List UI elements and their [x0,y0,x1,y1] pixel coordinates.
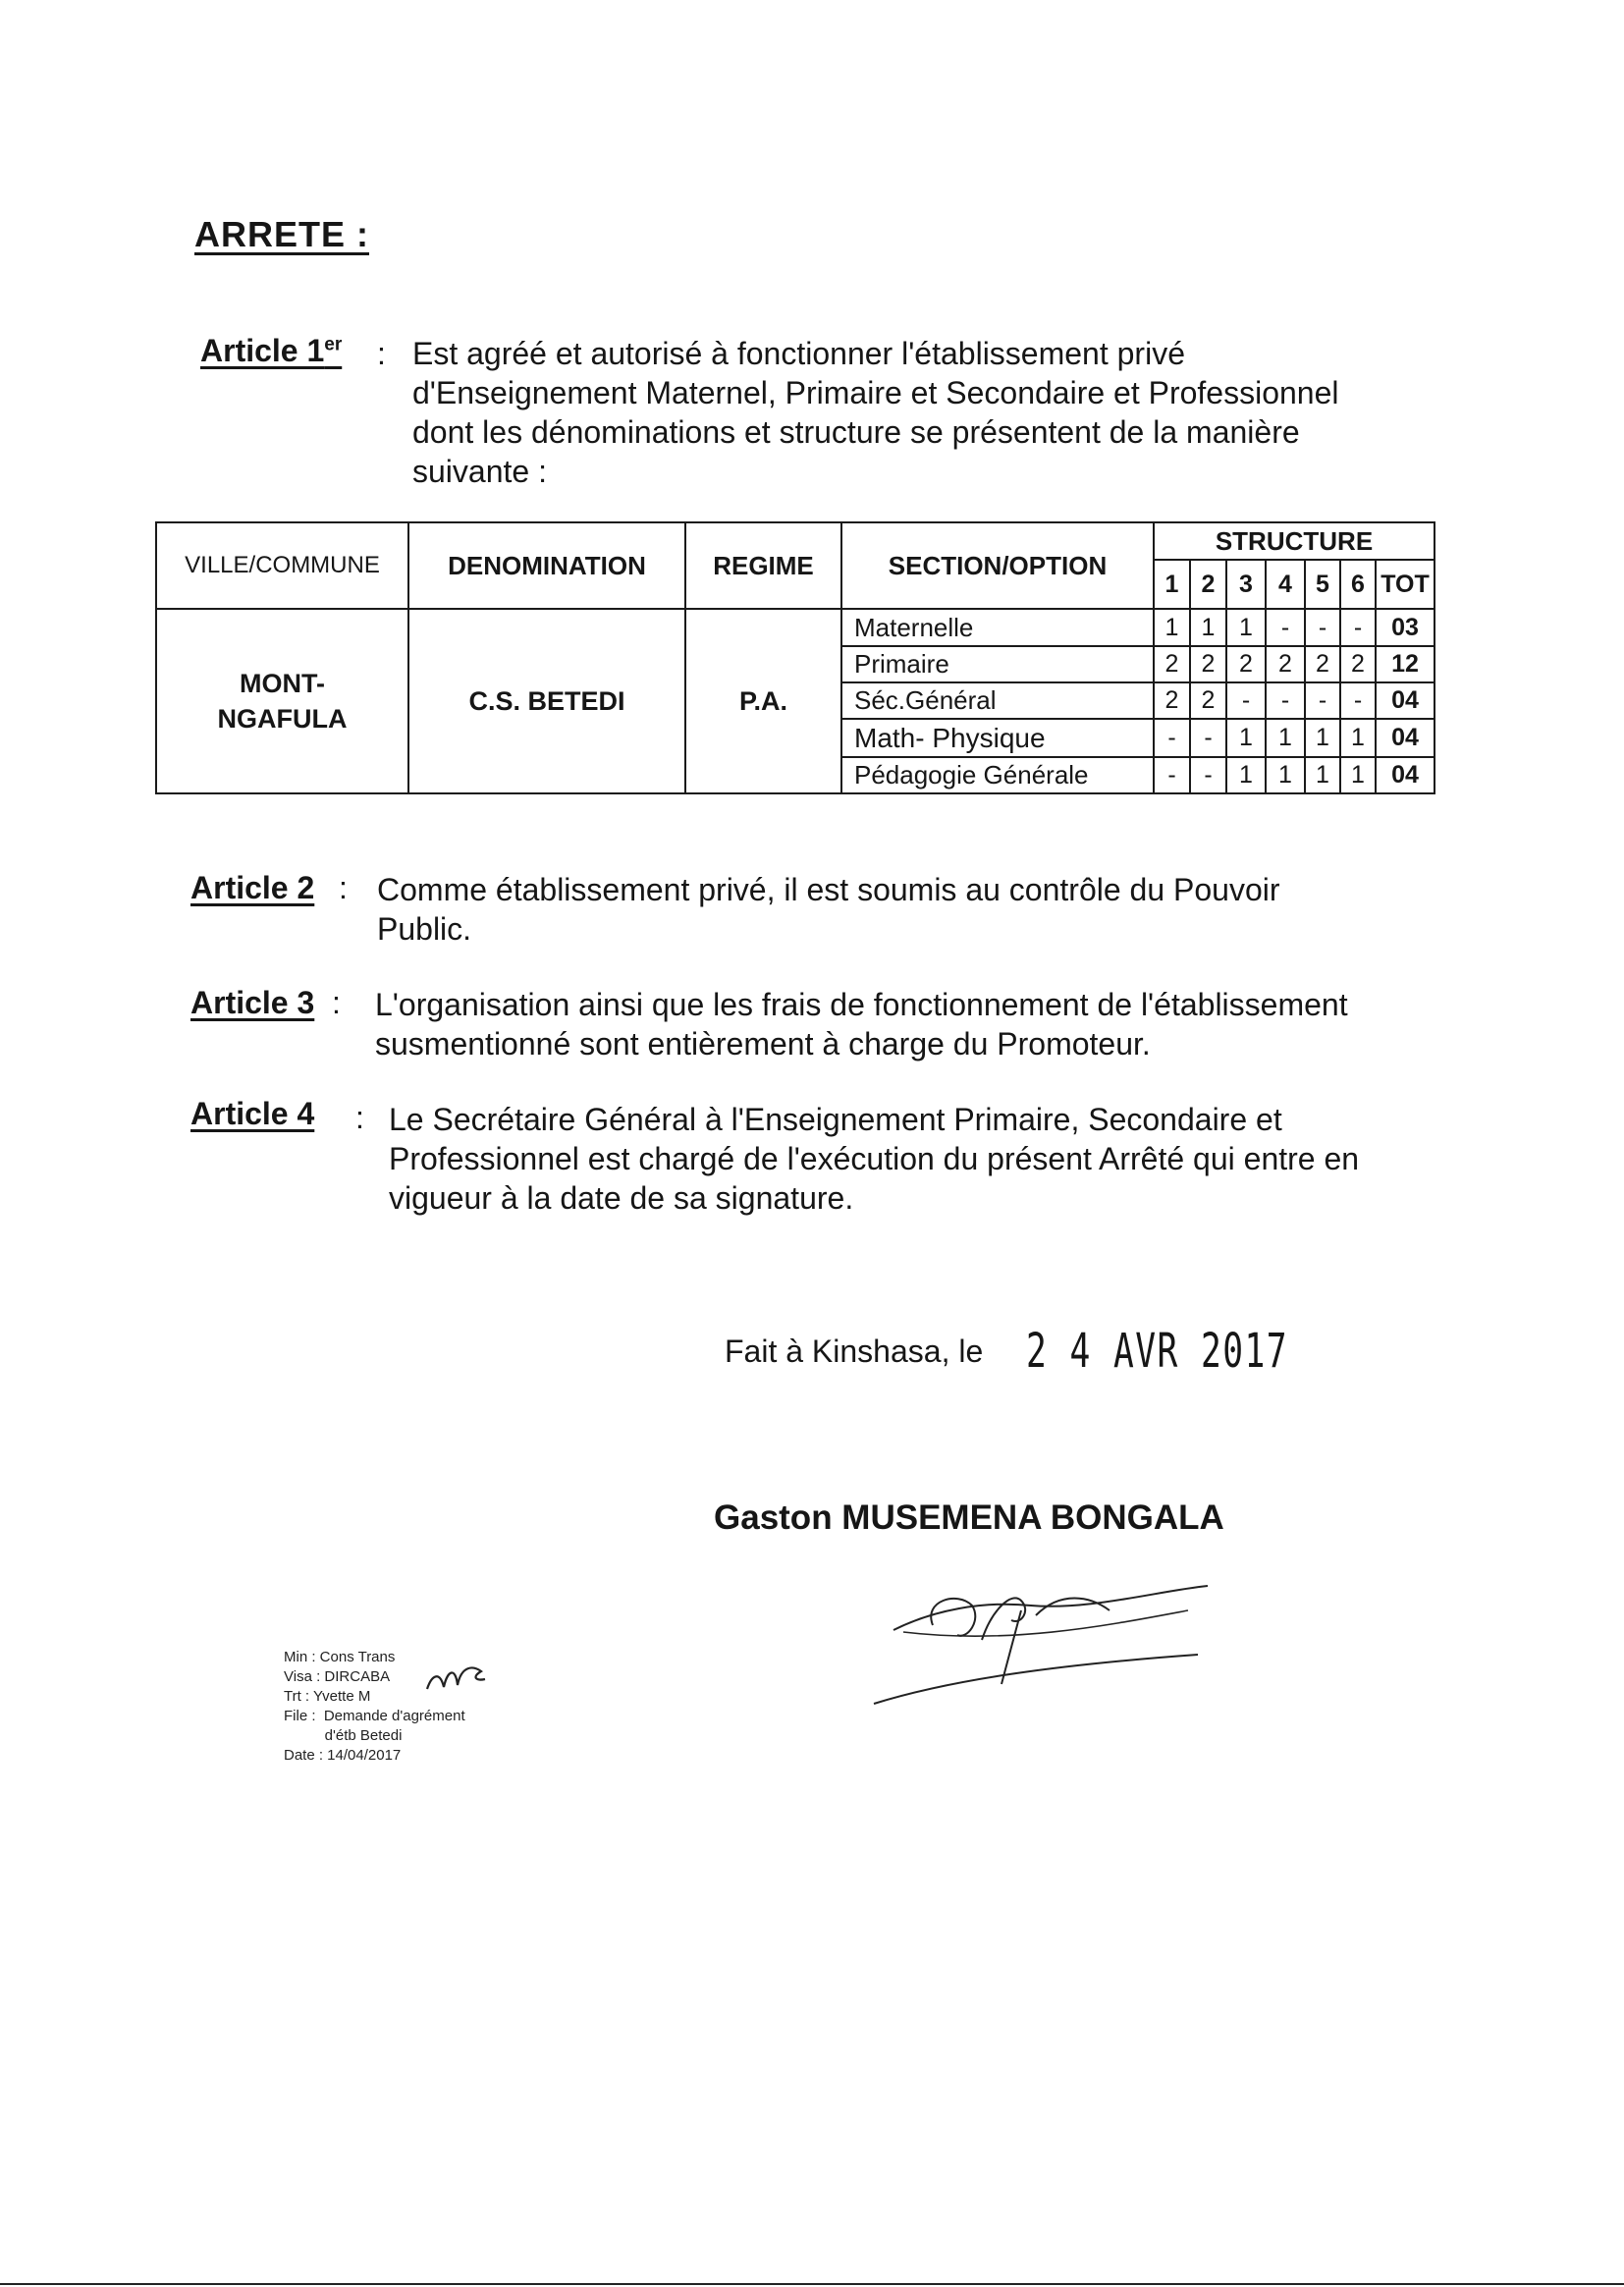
file-note-line: Date : 14/04/2017 [284,1747,402,1764]
header-structure: STRUCTURE [1154,522,1435,560]
article-2-text [377,870,1280,949]
article-4-text [389,1100,1441,1218]
cell-year: 1 [1266,757,1305,793]
header-year: 6 [1340,560,1376,609]
cell-year: - [1190,757,1226,793]
article-1-label-text: Article 1 [200,333,325,368]
article-4-colon: : [355,1100,364,1135]
cell-year: - [1340,609,1376,646]
header-regime: REGIME [685,522,841,609]
header-denomination: DENOMINATION [408,522,685,609]
signer-name: Gaston MUSEMENA BONGALA [714,1498,1224,1537]
header-year: 3 [1226,560,1266,609]
article-2-colon: : [339,870,348,905]
article-1-label [200,333,342,369]
article-1-colon: : [377,336,386,371]
cell-tot: 12 [1376,646,1435,682]
cell-year: - [1154,719,1190,757]
cell-year: 1 [1305,719,1340,757]
article-3-colon: : [332,985,341,1020]
cell-denomination: C.S. BETEDI [408,609,685,793]
article-4-line: Professionnel est chargé de l'exécution du présent Arrêté qui entre en [389,1141,1360,1176]
cell-regime: P.A. [685,609,841,793]
cell-year: 2 [1226,646,1266,682]
file-note-line: Trt : Yvette M [284,1688,371,1705]
cell-section: Pédagogie Générale [841,757,1154,793]
date-stamp: 2 4 AVR 2017 [1026,1324,1288,1379]
cell-year: 1 [1154,609,1190,646]
cell-section: Maternelle [841,609,1154,646]
cell-year: 1 [1266,719,1305,757]
cell-tot: 04 [1376,757,1435,793]
file-note-line: File : Demande d'agrément [284,1708,465,1724]
cell-tot: 03 [1376,609,1435,646]
cell-year: - [1266,682,1305,719]
bottom-rule [0,2283,1624,2285]
cell-year: 1 [1226,609,1266,646]
cell-tot: 04 [1376,719,1435,757]
article-3-text [375,985,1348,1063]
document-heading: ARRETE : [194,214,369,254]
cell-year: 1 [1226,719,1266,757]
article-4-line: Le Secrétaire Général à l'Enseignement Primaire, Secondaire et [389,1102,1282,1137]
cell-year: 2 [1266,646,1305,682]
article-1-line: suivante : [412,454,547,489]
header-tot: TOT [1376,560,1435,609]
cell-year: 1 [1340,719,1376,757]
file-note-line: d'étb Betedi [284,1727,403,1744]
structure-table [155,521,1435,794]
cell-year: - [1226,682,1266,719]
article-3-label: Article 3 [190,985,315,1020]
cell-year: - [1340,682,1376,719]
article-1-line: dont les dénominations et structure se présentent de la manière [412,414,1300,450]
cell-year: - [1305,609,1340,646]
article-2-line: Public. [377,911,472,947]
article-4-label: Article 4 [190,1096,315,1131]
article-2-label: Article 2 [190,870,315,905]
cell-ville: MONT- NGAFULA [156,609,408,793]
file-note-line: Visa : DIRCABA [284,1668,391,1685]
cell-year: - [1154,757,1190,793]
cell-year: 2 [1340,646,1376,682]
article-1-line: Est agréé et autorisé à fonctionner l'établissement privé [412,336,1185,371]
header-ville: VILLE/COMMUNE [156,522,408,609]
initials-image [422,1660,491,1699]
table-row [156,609,1435,646]
article-3-line: susmentionné sont entièrement à charge du Promoteur. [375,1026,1151,1062]
cell-year: 2 [1190,646,1226,682]
cell-year: 2 [1190,682,1226,719]
header-section: SECTION/OPTION [841,522,1154,609]
article-3-line: L'organisation ainsi que les frais de fonctionnement de l'établissement [375,987,1348,1022]
cell-year: 1 [1190,609,1226,646]
cell-year: 1 [1226,757,1266,793]
signature-image [864,1571,1218,1709]
date-line-prefix: Fait à Kinshasa, le [725,1334,984,1369]
header-year: 1 [1154,560,1190,609]
cell-section: Séc.Général [841,682,1154,719]
header-year: 2 [1190,560,1226,609]
cell-year: 2 [1305,646,1340,682]
cell-year: 1 [1340,757,1376,793]
header-year: 5 [1305,560,1340,609]
article-4-line: vigueur à la date de sa signature. [389,1180,854,1216]
article-1-text [412,334,1339,491]
cell-year: - [1305,682,1340,719]
cell-tot: 04 [1376,682,1435,719]
cell-year: 2 [1154,682,1190,719]
cell-section: Primaire [841,646,1154,682]
article-2-line: Comme établissement privé, il est soumis au contrôle du Pouvoir [377,872,1280,907]
cell-year: 2 [1154,646,1190,682]
file-note-line: Min : Cons Trans [284,1649,396,1665]
cell-year: 1 [1305,757,1340,793]
header-year: 4 [1266,560,1305,609]
cell-section: Math- Physique [841,719,1154,757]
cell-year: - [1190,719,1226,757]
cell-year: - [1266,609,1305,646]
article-1-sup: er [324,334,343,355]
article-1-line: d'Enseignement Maternel, Primaire et Secondaire et Professionnel [412,375,1339,410]
